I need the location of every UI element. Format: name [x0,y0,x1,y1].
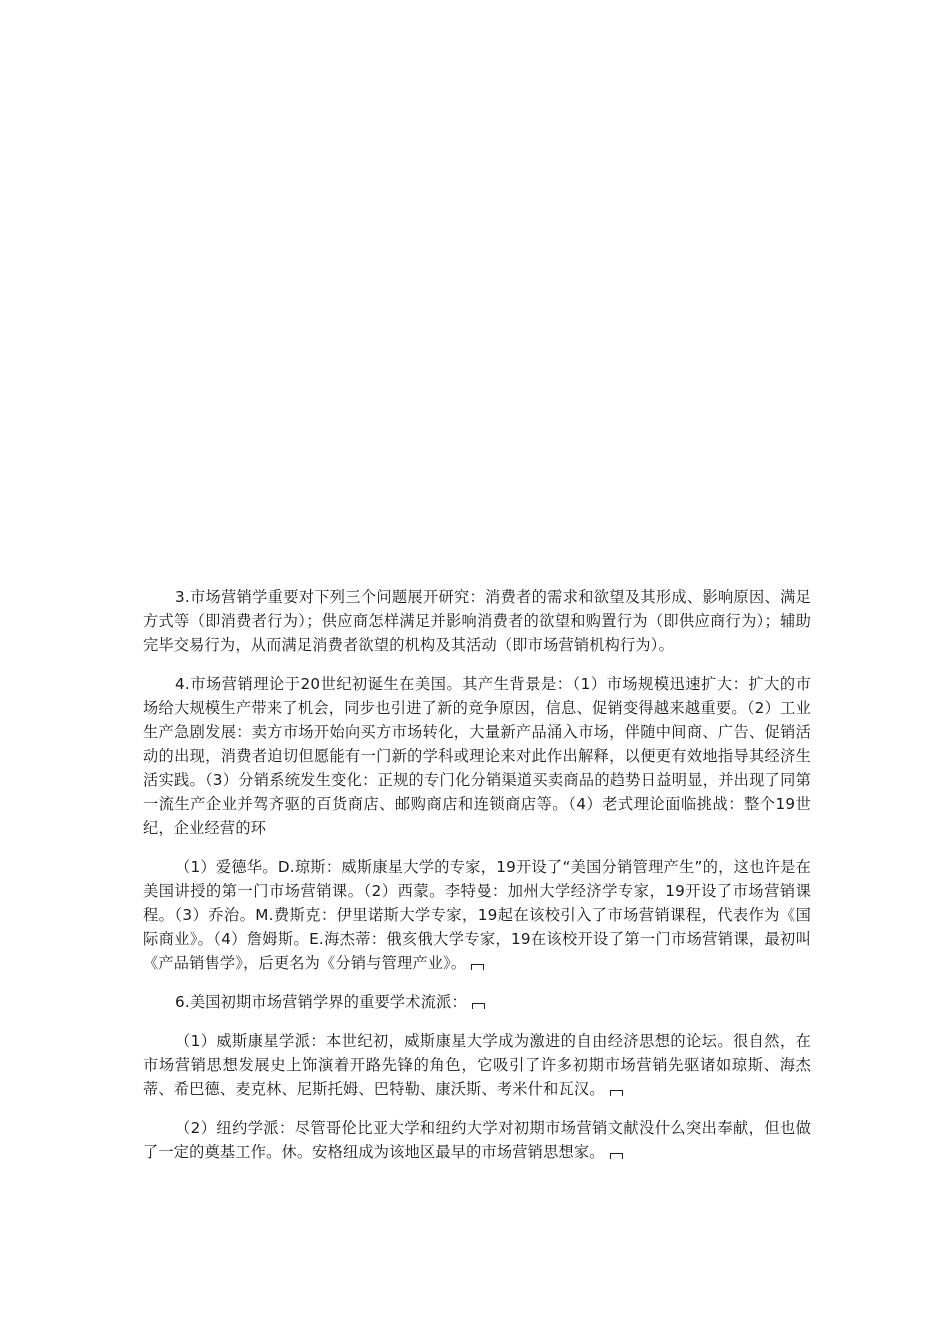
paragraph-wisconsin-school [143,1029,811,1101]
paragraph-schools-heading [143,990,811,1014]
paragraph-text: 4.市场营销理论于20世纪初诞生在美国。其产生背景是：（1）市场规模迅速扩大：扩大的市场给大规模生产带来了机会，同步也引进了新的竞争原因，信息、促销变得越来越重要。（2）工业生产急剧发展：卖方市场开始向买方市场转化，大量新产品涌入市场，伴随中间商、广告、促销活动的出现，消费者迫切但愿能有一门新的学科或理论来对此作出解释，以便更有效地指导其经济生活实践。（3）分销系统发生变化：正规的专门化分销渠道买卖商品的趋势日益明显，并出现了同第一流生产企业并驾齐驱的百货商店、邮购商店和连锁商店等。（4）老式理论面临挑战：整个19世纪，企业经营的环 [143,675,811,837]
document-body [143,585,811,1179]
paragraph-origin-background [143,672,811,840]
paragraph-research-topics [143,585,811,657]
paragraph-mark-icon [472,1003,485,1009]
paragraph-text: 6.美国初期市场营销学界的重要学术流派： [175,993,467,1011]
paragraph-mark-icon [610,1090,623,1096]
paragraph-new-york-school [143,1116,811,1164]
paragraph-text: （1）爱德华。D.琼斯：威斯康星大学的专家，19开设了“美国分销管理产生”的，这也许是在美国讲授的第一门市场营销课。（2）西蒙。李特曼：加州大学经济学专家，19开设了市场营销课程。（3）乔治。M.费斯克：伊里诺斯大学专家，19起在该校引入了市场营销课程，代表作为《国际商业》。（4）詹姆斯。E.海杰蒂：俄亥俄大学专家，19在该校开设了第一门市场营销课，最初叫《产品销售学》，后更名为《分销与管理产业》。 [143,858,811,972]
paragraph-mark-icon [471,964,484,970]
paragraph-early-scholars [143,855,811,975]
paragraph-text: （2）纽约学派：尽管哥伦比亚大学和纽约大学对初期市场营销文献没什么突出奉献，但也做了一定的奠基工作。休。安格纽成为该地区最早的市场营销思想家。 [143,1119,811,1161]
paragraph-text: （1）威斯康星学派：本世纪初，威斯康星大学成为激进的自由经济思想的论坛。很自然，在市场营销思想发展史上饰演着开路先锋的角色，它吸引了许多初期市场营销先驱诸如琼斯、海杰蒂、希巴德、麦克林、尼斯托姆、巴特勒、康沃斯、考米什和瓦汉。 [143,1032,811,1098]
paragraph-text: 3.市场营销学重要对下列三个问题展开研究：消费者的需求和欲望及其形成、影响原因、满足方式等（即消费者行为）；供应商怎样满足并影响消费者的欲望和购置行为（即供应商行为）；辅助完毕交易行为，从而满足消费者欲望的机构及其活动（即市场营销机构行为）。 [143,588,811,654]
paragraph-mark-icon [610,1153,623,1159]
